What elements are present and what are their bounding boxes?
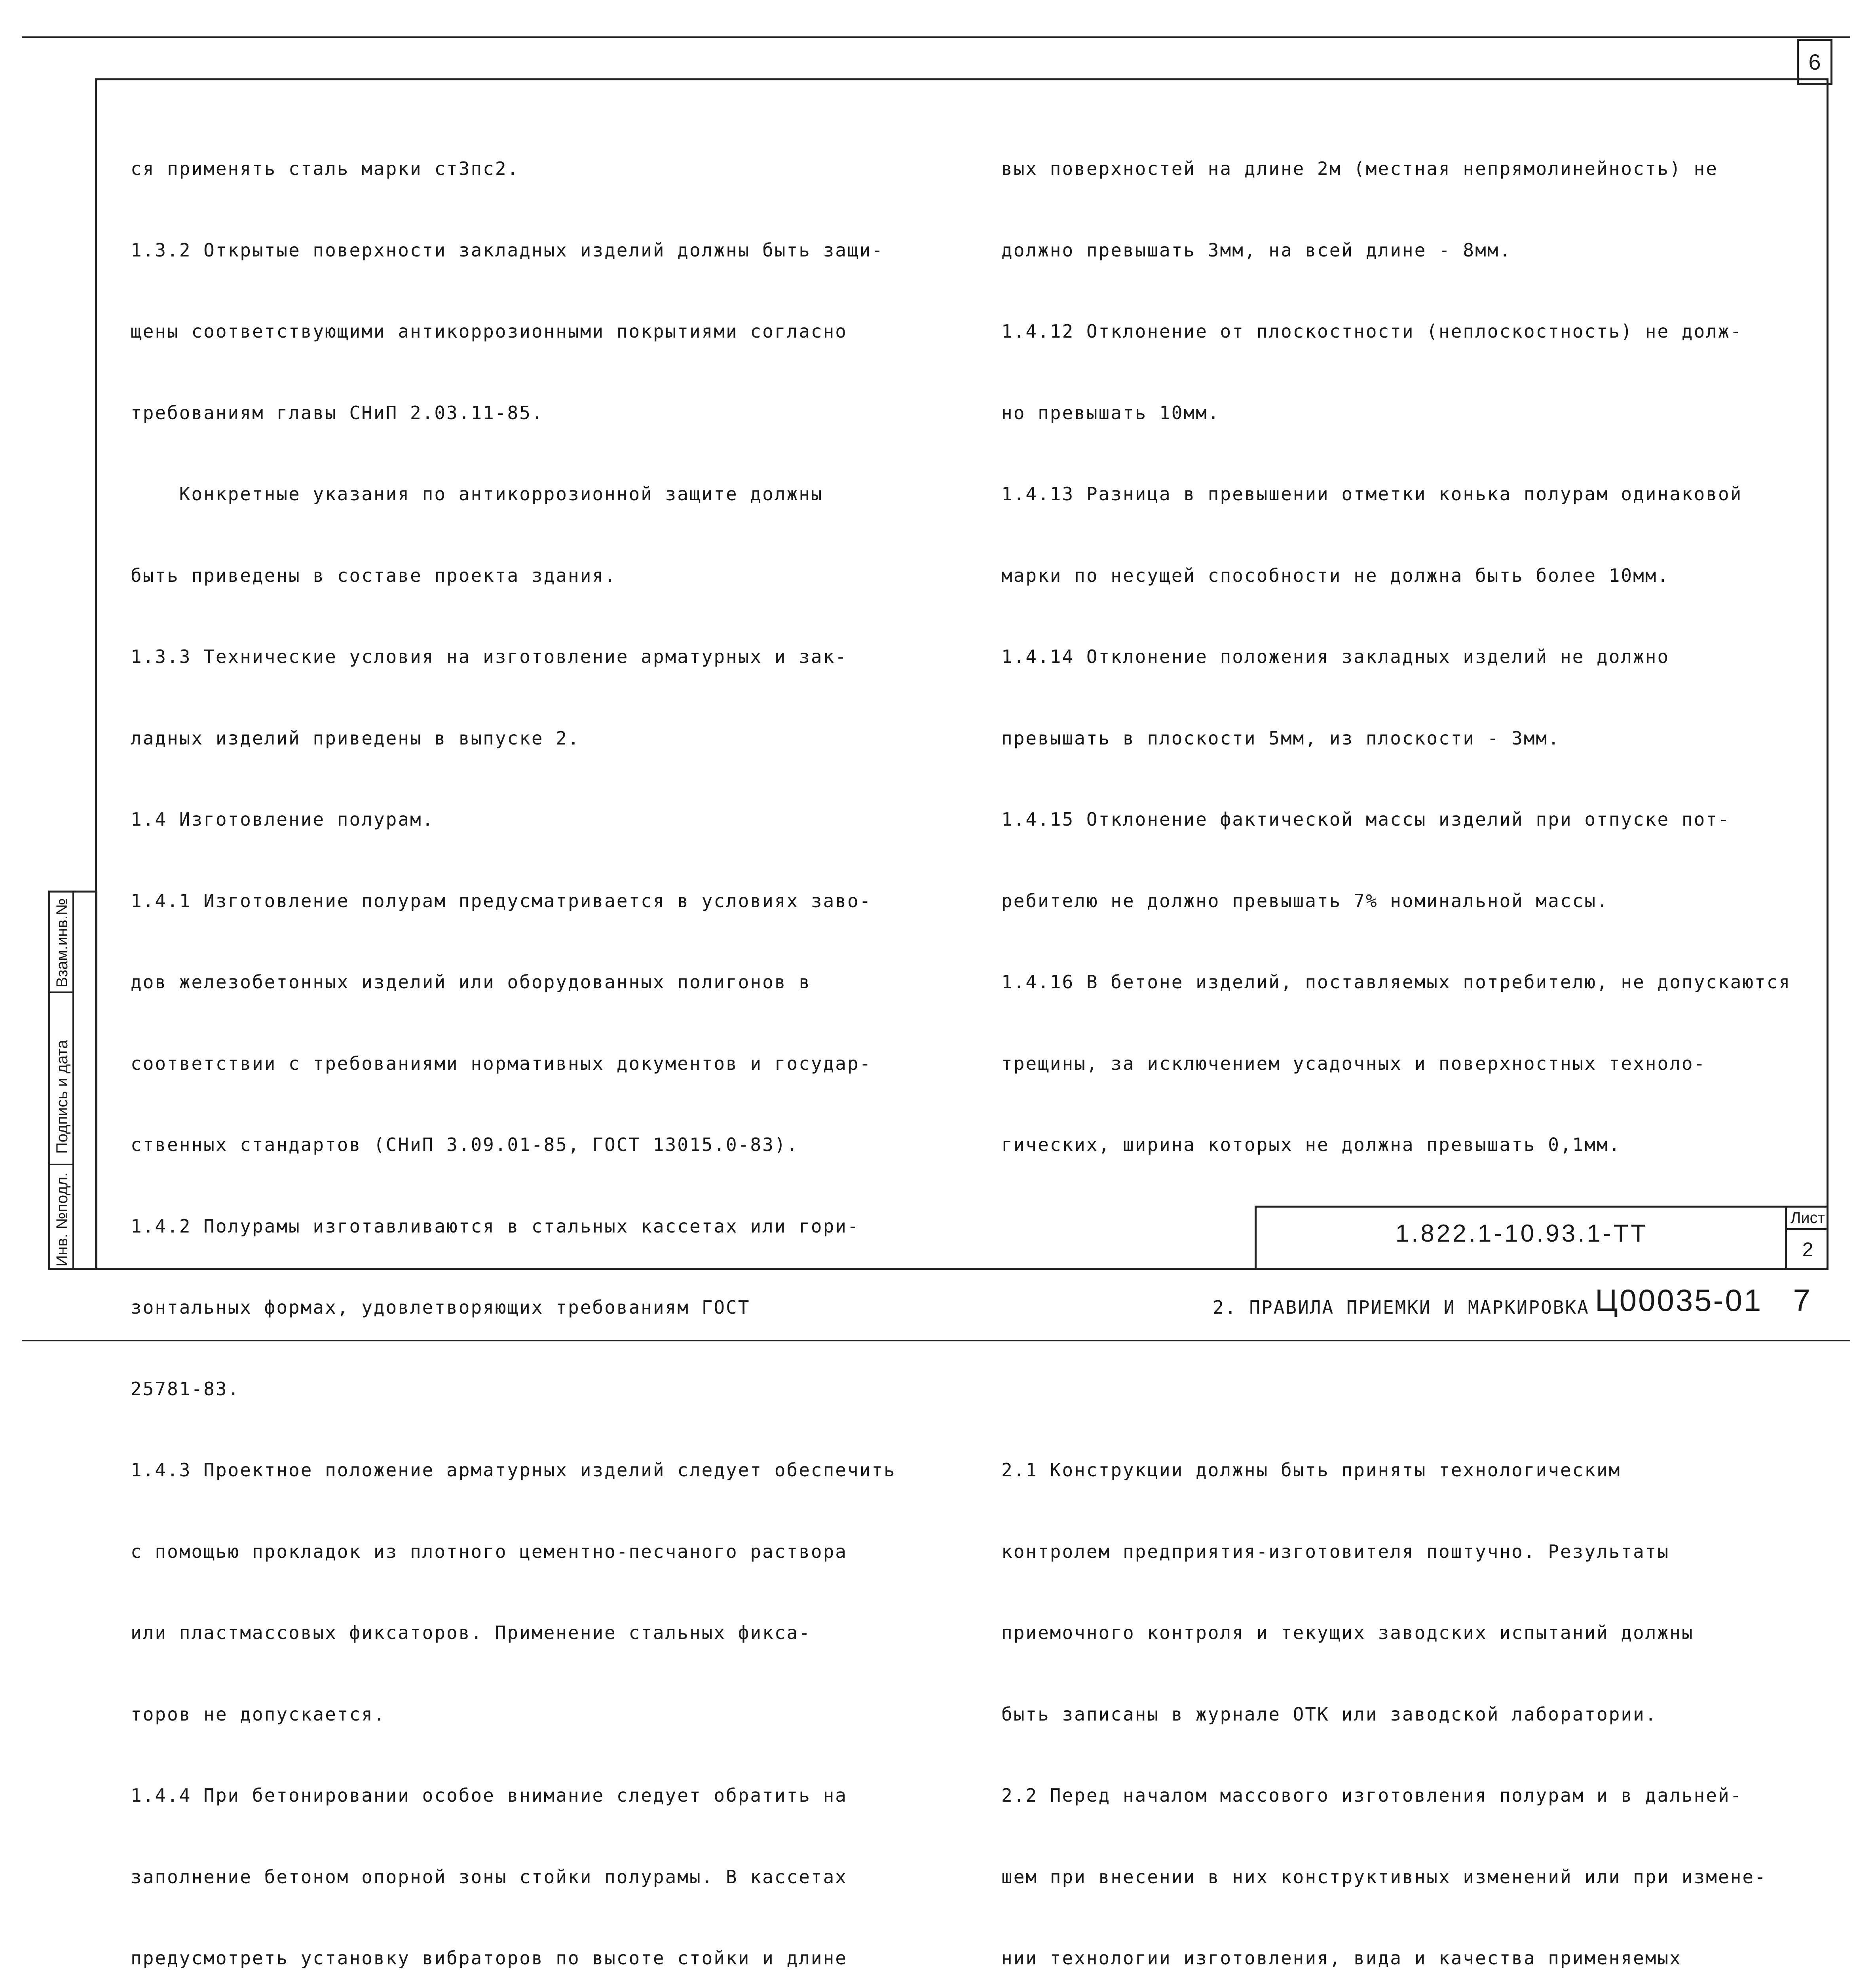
text-line: быть записаны в журнале ОТК или заводской лаборатории. <box>1001 1703 1658 1725</box>
side-approval-strip <box>48 891 97 1270</box>
left-text-column <box>131 101 926 1979</box>
text-line: трещины, за исключением усадочных и поверхностных техноло- <box>1001 1052 1706 1074</box>
text-line: быть приведены в составе проекта здания. <box>131 564 617 586</box>
text-line: 1.4.14 Отклонение положения закладных изделий не должно <box>1001 646 1670 667</box>
text-line: 1.4.4 При бетонировании особое внимание следует обратить на <box>131 1785 847 1806</box>
text-line: приемочного контроля и текущих заводских испытаний должны <box>1001 1622 1694 1643</box>
right-text-column <box>1001 101 1801 1979</box>
side-label-podpis: Подпись и дата <box>53 1040 71 1154</box>
corner-page-number <box>1797 39 1832 85</box>
stamp-sheet-box <box>1785 1208 1829 1270</box>
text-line: 1.4 Изготовление полурам. <box>131 809 435 830</box>
text-line: 1.4.15 Отклонение фактической массы изделий при отпуске пот- <box>1001 809 1730 830</box>
text-line: предусмотреть установку вибраторов по высоте стойки и длине <box>131 1947 847 1969</box>
top-rule <box>22 36 1850 38</box>
text-line: щены соответствующими антикоррозионными покрытиями согласно <box>131 321 847 342</box>
text-line: марки по несущей способности не должна быть более 10мм. <box>1001 564 1670 586</box>
text-line: соответствии с требованиями нормативных документов и государ- <box>131 1052 872 1074</box>
text-line: дов железобетонных изделий или оборудованных полигонов в <box>131 971 811 993</box>
text-line: шем при внесении в них конструктивных изменений или при измене- <box>1001 1866 1767 1888</box>
text-line: требованиям главы СНиП 2.03.11-85. <box>131 402 544 424</box>
text-line: 2.2 Перед началом массового изготовления полурам и в дальней- <box>1001 1785 1743 1806</box>
text-line: вых поверхностей на длине 2м (местная непрямолинейность) не <box>1001 158 1718 179</box>
text-line: 1.3.3 Технические условия на изготовление арматурных и зак- <box>131 646 847 667</box>
text-line: торов не допускается. <box>131 1703 386 1725</box>
text-line: 25781-83. <box>131 1378 240 1400</box>
text-line: 1.4.3 Проектное положение арматурных изделий следует обеспечить <box>131 1459 896 1481</box>
text-line: зонтальных формах, удовлетворяющих требованиям ГОСТ <box>131 1297 750 1318</box>
text-line: 1.4.1 Изготовление полурам предусматривается в условиях заво- <box>131 890 872 912</box>
text-line: 2.1 Конструкции должны быть приняты технологическим <box>1001 1459 1621 1481</box>
stamp-sheet-label: Лист <box>1787 1208 1829 1230</box>
side-strip-sep-1 <box>50 1164 74 1165</box>
document-number: Ц00035-01 7 <box>1595 1283 1812 1318</box>
side-label-vzam: Взам.инв.№ <box>53 898 71 988</box>
spacer <box>1001 1375 1801 1403</box>
text-line: контролем предприятия-изготовителя поштучно. Результаты <box>1001 1540 1670 1562</box>
stamp-document-code: 1.822.1-10.93.1-ТТ <box>1395 1220 1648 1247</box>
text-line: превышать в плоскости 5мм, из плоскости - 3мм. <box>1001 727 1560 749</box>
text-line: ребителю не должно превышать 7% номинальной массы. <box>1001 890 1609 912</box>
section-heading: 2. ПРАВИЛА ПРИЕМКИ И МАРКИРОВКА <box>1213 1297 1589 1318</box>
text-line: ладных изделий приведены в выпуске 2. <box>131 727 580 749</box>
side-label-inv-podl: Инв. №подл. <box>53 1172 71 1267</box>
text-line: 1.4.16 В бетоне изделий, поставляемых потребителю, не допускаются <box>1001 971 1791 993</box>
text-line: должно превышать 3мм, на всей длине - 8мм. <box>1001 239 1512 261</box>
text-line: ся применять сталь марки ст3пс2. <box>131 158 520 179</box>
text-line: 1.4.13 Разница в превышении отметки конька полурам одинаковой <box>1001 483 1743 505</box>
text-line: нии технологии изготовления, вида и качества применяемых <box>1001 1947 1682 1969</box>
text-line: ственных стандартов (СНиП 3.09.01-85, ГОСТ 13015.0-83). <box>131 1134 799 1155</box>
text-line: 1.4.2 Полурамы изготавливаются в стальных кассетах или гори- <box>131 1215 860 1237</box>
text-line: 1.4.12 Отклонение от плоскостности (неплоскостность) не долж- <box>1001 321 1743 342</box>
text-line: 1.3.2 Открытые поверхности закладных изделий должны быть защи- <box>131 239 884 261</box>
corner-page-number-text: 6 <box>1808 49 1821 74</box>
text-line: гических, ширина которых не должна превышать 0,1мм. <box>1001 1134 1621 1155</box>
text-line: но превышать 10мм. <box>1001 402 1220 424</box>
text-line: Конкретные указания по антикоррозионной защите должны <box>131 483 823 505</box>
title-block-stamp <box>1255 1206 1829 1270</box>
stamp-sheet-number: 2 <box>1802 1238 1813 1261</box>
text-line: или пластмассовых фиксаторов. Применение стальных фикса- <box>131 1622 811 1643</box>
side-strip-sep-2 <box>50 991 74 993</box>
text-line: заполнение бетоном опорной зоны стойки полурамы. В кассетах <box>131 1866 847 1888</box>
text-line: с помощью прокладок из плотного цементно-песчаного раствора <box>131 1540 847 1562</box>
